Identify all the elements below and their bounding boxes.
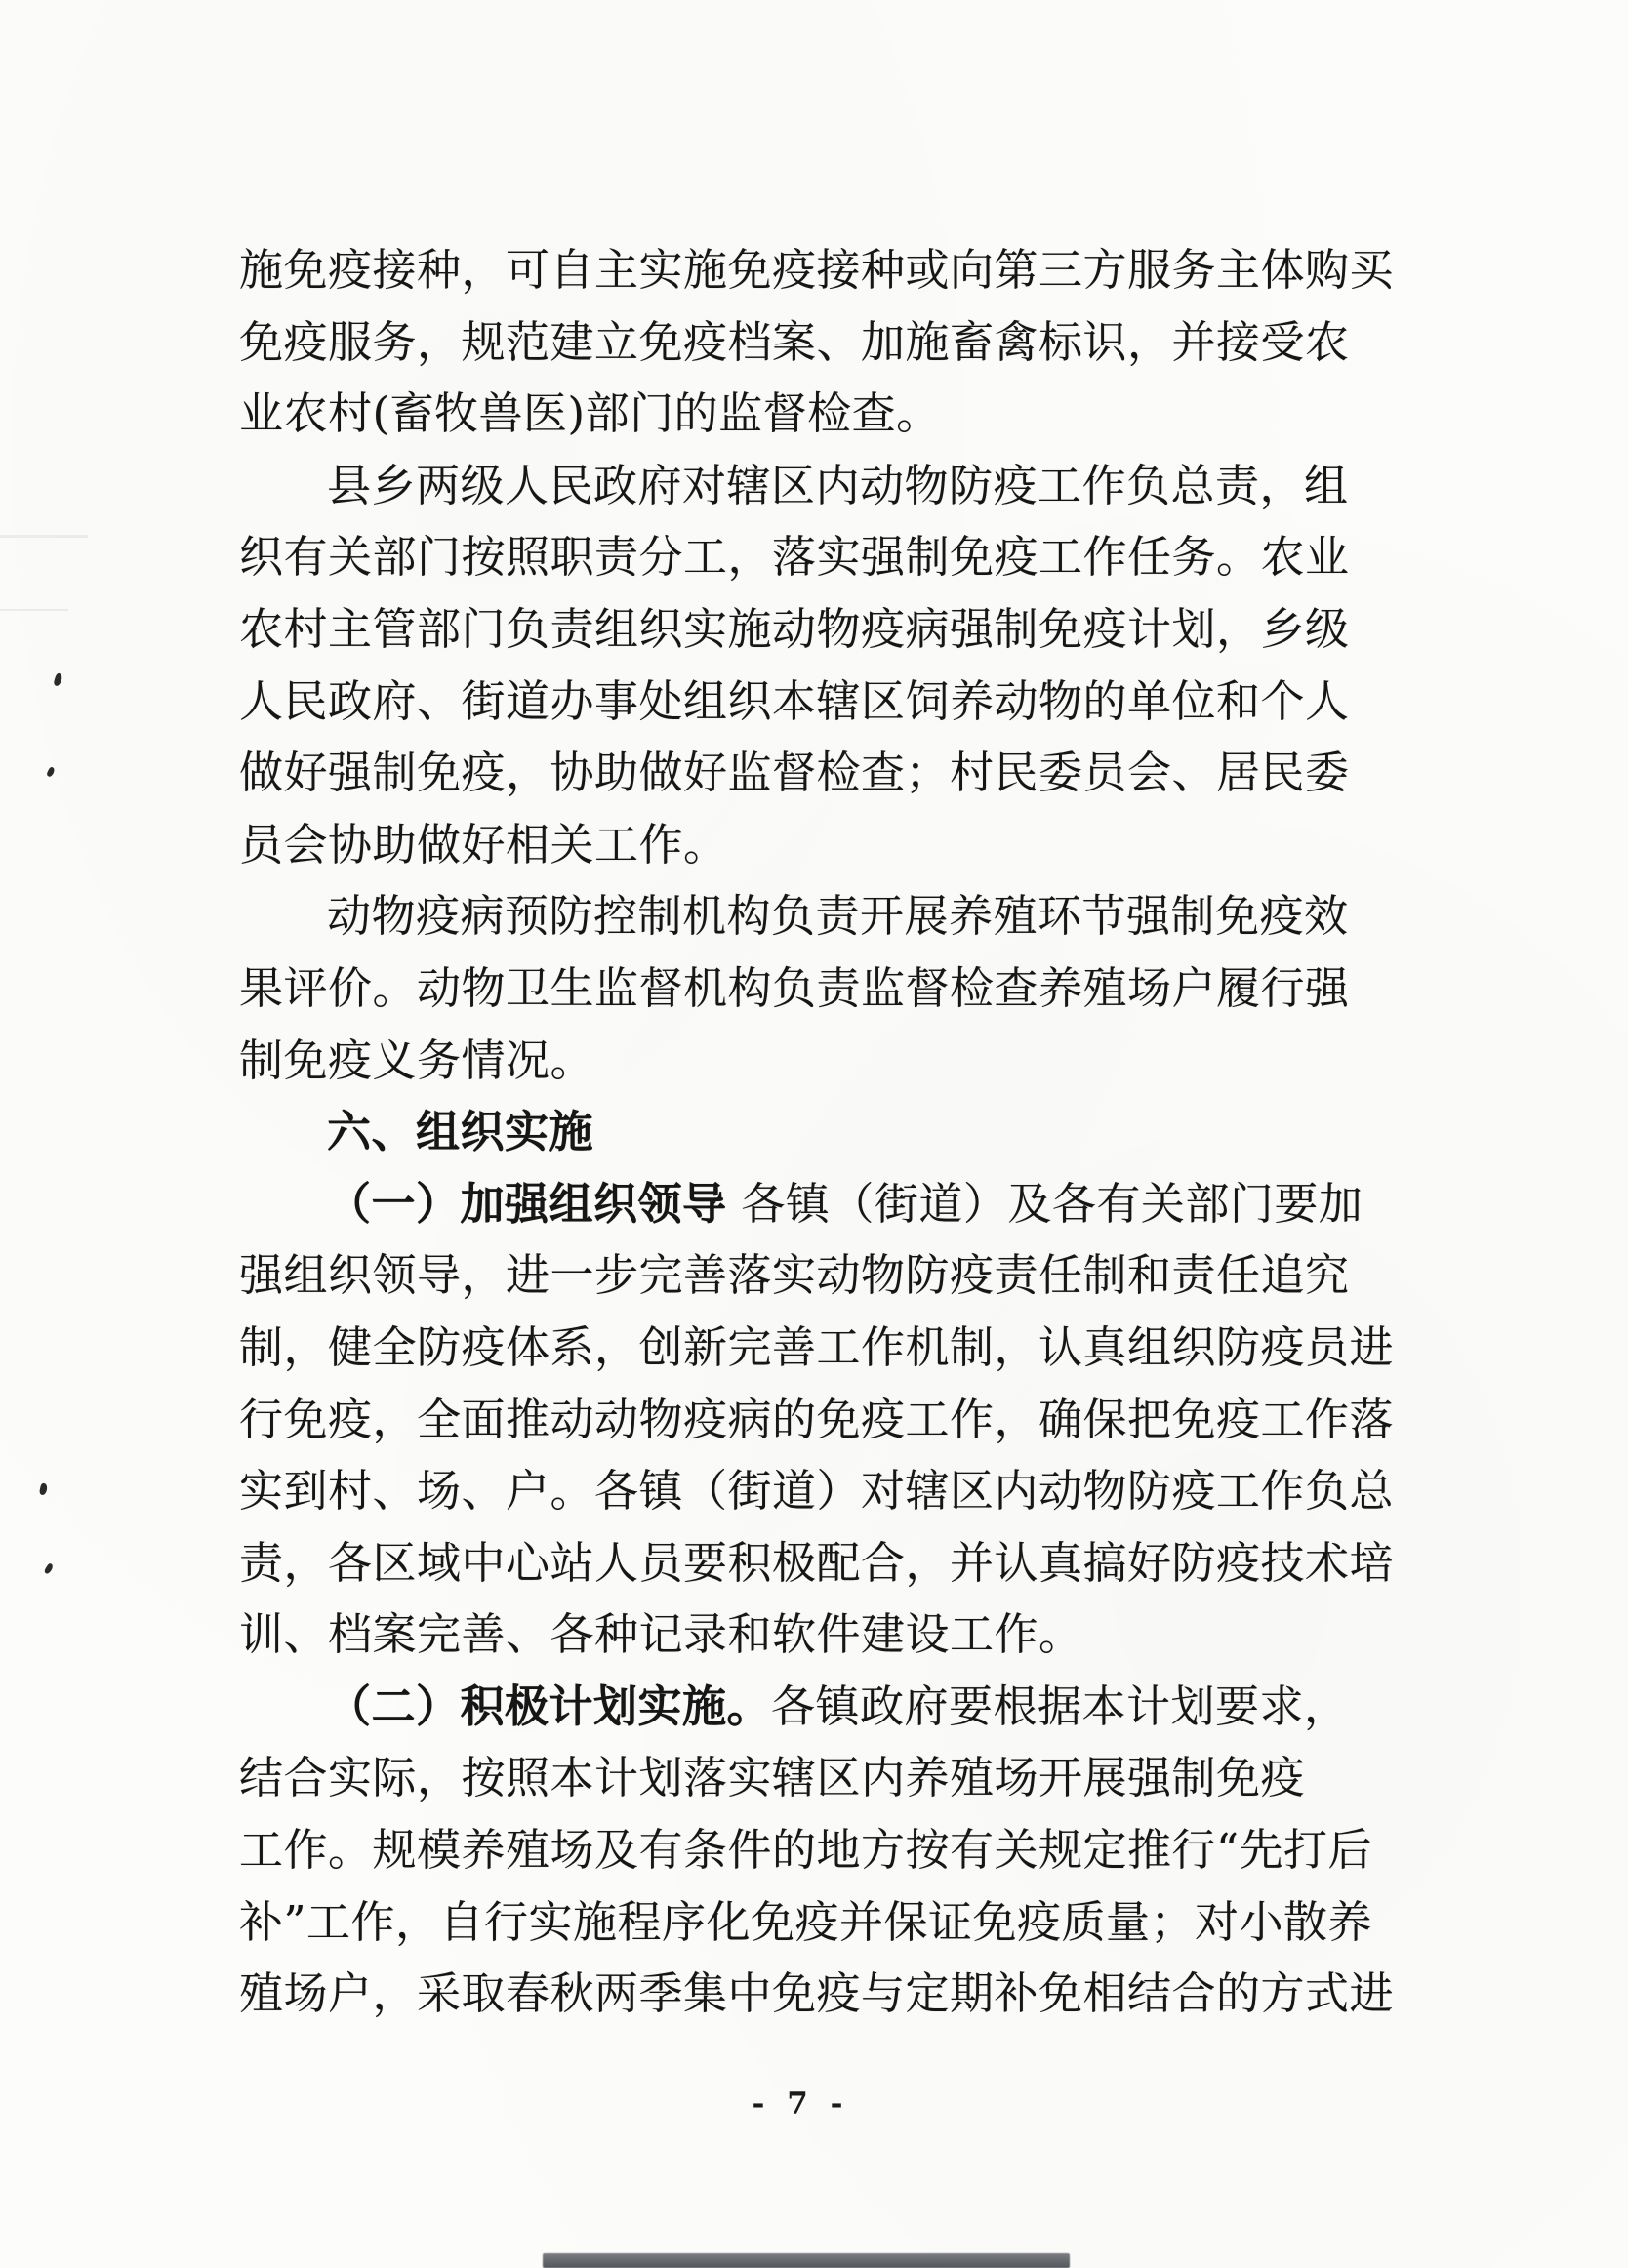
ink-speck (46, 766, 56, 778)
text-line (239, 666, 1410, 738)
text-line (239, 1958, 1410, 2030)
page-number: - 7 - (752, 2086, 849, 2122)
text-line (239, 1455, 1410, 1527)
text-line (239, 1168, 1410, 1240)
text-line (239, 1239, 1410, 1312)
text-line (239, 378, 1410, 450)
text-line (239, 809, 1410, 881)
text-run: 实到村、场、户。各镇（街道）对辖区内动物防疫工作负总 (239, 1465, 1395, 1518)
text-line (239, 952, 1410, 1025)
text-run: 行免疫，全面推动动物疫病的免疫工作，确保把免疫工作落 (239, 1393, 1395, 1445)
text-run: 业农村(畜牧兽医)部门的监督检查。 (239, 387, 941, 440)
text-line (239, 1814, 1410, 1886)
text-run: 各镇政府要根据本计划要求， (771, 1680, 1349, 1732)
ink-speck (53, 672, 63, 687)
text-line (239, 521, 1410, 593)
scan-edge-bar (543, 2253, 1070, 2268)
scanner-streak (0, 609, 68, 611)
text-run: 施免疫接种，可自主实施免疫接种或向第三方服务主体购买 (239, 244, 1395, 296)
bold-text-run: 六、组织实施 (327, 1106, 594, 1158)
text-line (239, 306, 1410, 379)
bold-text-run: （二）积极计划实施。 (327, 1680, 772, 1732)
text-run: 做好强制免疫，协助做好监督检查；村民委员会、居民委 (239, 747, 1350, 799)
text-run: 员会协助做好相关工作。 (239, 818, 728, 871)
text-line (239, 1312, 1410, 1384)
text-run: 免疫服务，规范建立免疫档案、加施畜禽标识，并接受农 (239, 315, 1350, 368)
scanner-streak (0, 535, 88, 538)
text-line (239, 450, 1410, 522)
text-run: 工作。规模养殖场及有条件的地方按有关规定推行“先打后 (239, 1824, 1373, 1877)
text-run: 县乡两级人民政府对辖区内动物防疫工作负总责，组 (327, 459, 1349, 511)
text-run: 果评价。动物卫生监督机构负责监督检查养殖场户履行强 (239, 961, 1350, 1014)
text-run: 各镇（街道）及各有关部门要加 (726, 1177, 1363, 1230)
text-run: 训、档案完善、各种记录和软件建设工作。 (239, 1608, 1083, 1661)
text-run: 殖场户，采取春秋两季集中免疫与定期补免相结合的方式进 (239, 1967, 1395, 2020)
text-line (239, 1096, 1410, 1168)
text-block (239, 234, 1410, 2030)
text-line (239, 1384, 1410, 1456)
text-line (239, 1599, 1410, 1671)
text-run: 补”工作，自行实施程序化免疫并保证免疫质量；对小散养 (239, 1895, 1373, 1948)
text-line (239, 1527, 1410, 1600)
text-line (239, 593, 1410, 666)
text-run: 人民政府、街道办事处组织本辖区饲养动物的单位和个人 (239, 674, 1350, 727)
text-run: 织有关部门按照职责分工，落实强制免疫工作任务。农业 (239, 531, 1350, 584)
text-run: 农村主管部门负责组织实施动物疫病强制免疫计划，乡级 (239, 602, 1350, 655)
text-run: 制免疫义务情况。 (239, 1033, 595, 1086)
ink-speck (44, 1562, 55, 1575)
ink-speck (39, 1482, 48, 1495)
text-line (239, 880, 1410, 952)
text-line (239, 1742, 1410, 1814)
text-line (239, 1886, 1410, 1959)
text-run: 强组织领导，进一步完善落实动物防疫责任制和责任追究 (239, 1249, 1350, 1302)
text-run: 结合实际，按照本计划落实辖区内养殖场开展强制免疫 (239, 1752, 1306, 1804)
text-line (239, 737, 1410, 809)
text-line (239, 1025, 1410, 1097)
text-run: 责，各区域中心站人员要积极配合，并认真搞好防疫技术培 (239, 1536, 1395, 1589)
bold-text-run: （一）加强组织领导 (327, 1177, 727, 1230)
text-line (239, 234, 1410, 306)
text-line (239, 1671, 1410, 1743)
text-run: 动物疫病预防控制机构负责开展养殖环节强制免疫效 (327, 890, 1349, 943)
text-run: 制，健全防疫体系，创新完善工作机制，认真组织防疫员进 (239, 1320, 1395, 1373)
